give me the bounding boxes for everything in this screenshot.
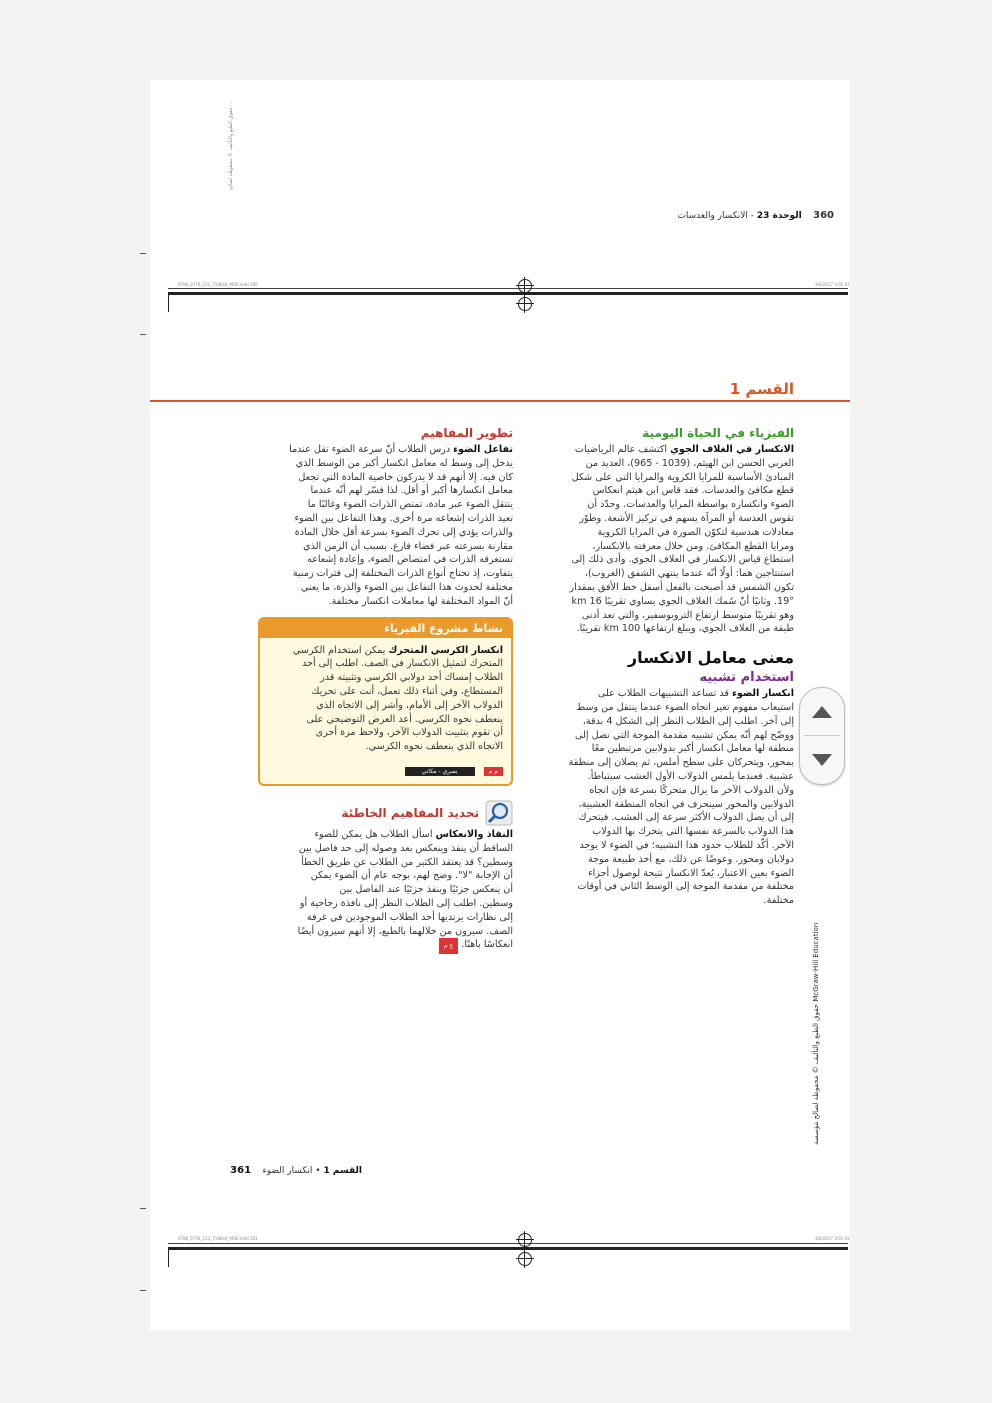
chevron-up-icon[interactable]	[812, 706, 832, 718]
physics-daily-heading: الفيزياء في الحياة اليومية	[642, 426, 794, 440]
crop-mark	[140, 1290, 146, 1291]
footer-section-label: القسم 1	[323, 1166, 362, 1176]
meaning-line: إلى آخر. اطلب إلى الطلاب النظر إلى الشكل 4 بدقة،	[582, 715, 794, 727]
misconceptions-line: أن ينعكس جزئيًا وينفذ جزئيًا عند الفاصل بين	[339, 884, 513, 896]
physics-daily-line: استطاع قياس الانكسار في الغلاف الجوي. وأدى ذلك إلى	[571, 554, 794, 566]
physics-daily-line: معادلات هندسية لتكوّن الصورة في المرايا الكروية	[597, 526, 794, 538]
meaning-line: هذا الدولاب بالسرعة نفسها التي يتحرك بها الدولاب	[592, 826, 794, 838]
misconceptions-heading	[258, 800, 513, 826]
concepts-paragraph	[258, 443, 513, 609]
concepts-line: تعيد الذرات إشعاعه مرة أخرى. وهذا التفاعل بين الضوء	[294, 512, 513, 524]
publisher-copyright-vertical: حقوق الطبع والتأليف © محفوظة لصالح مؤسسة McGraw-Hill Education	[812, 922, 820, 1145]
meaning-lead: انكسار الضوء	[732, 688, 794, 700]
meaning-line: قد تساعد التشبيهات الطلاب على	[597, 688, 729, 700]
misconceptions-tag-red: ع م	[439, 938, 458, 954]
concepts-line: معامل انكسارها أكبر أو أقل. لذا فسّر لهم أنّه عندما	[310, 485, 513, 497]
misconceptions-line: إلى نظارات يرتديها أحد الطلاب الموجودين في غرفة	[306, 911, 513, 923]
project-line: المستطاع، وفي أثناء ذلك تعمل، أنت على تحريك	[311, 685, 503, 697]
meaning-line: الآخر. أكّد للطلاب حدود هذا التشبيه؛ في الضوء لا يوجد	[579, 839, 794, 851]
meaning-paragraph	[539, 687, 794, 908]
slug-right-top: 3/6/2017 3:01:41	[815, 282, 850, 287]
project-line: ينعطف نحوه الكرسي. أعد العرض التوضيحي على	[306, 713, 503, 725]
right-column	[539, 426, 794, 908]
concepts-line: تستغرقه الذرات في امتصاص الضوء، وإعادة إشعاعه	[307, 554, 513, 566]
slug-left-top: 0786_0776_C23_718644_MOE.indd 360	[178, 282, 258, 287]
registration-crosshair-icon	[518, 297, 532, 311]
left-column	[258, 426, 513, 954]
page-nav-widget	[799, 687, 845, 785]
crop-mark	[140, 253, 146, 254]
project-tag-red: م م	[484, 767, 503, 776]
page-number-top: 360	[813, 210, 834, 221]
misconceptions-last-line: انعكاسًا باهتًا.	[461, 939, 513, 951]
concepts-line: مقارنة بسرعته عبر فضاء فارغ. بسبب أن الزمن الذي	[303, 540, 513, 552]
page-number-bottom: 361	[230, 1165, 252, 1176]
crop-mark	[140, 1208, 146, 1209]
registration-rule-top	[168, 292, 848, 295]
meaning-line: دولابان ومحور. وعوضًا عن ذلك، مع أخذ طبيعة موجة	[587, 853, 794, 865]
header-separator: -	[750, 211, 755, 221]
section-title: القسم 1	[729, 380, 794, 398]
project-lead: انكسار الكرسي المتحرك	[388, 644, 503, 656]
slug-rule-bottom	[168, 1243, 848, 1244]
meaning-line: مختلفة من مقدمة الموجة إلى الوسط الثاني في أوقات	[577, 881, 794, 893]
physics-daily-line: تكون الشمس قد أصبحت بالفعل أسفل خط الأفق بمقدار	[569, 581, 794, 593]
unit-title: الانكسار والعدسات	[677, 211, 748, 221]
concepts-line: درس الطلاب أنّ سرعة الضوء تقل عندما	[289, 444, 451, 455]
physics-project-box	[258, 617, 513, 786]
registration-rule-bottom	[168, 1247, 848, 1250]
concepts-line: والذرات يؤدي إلى تحرك الضوء بسرعة أقل خلال المادة	[294, 526, 513, 538]
crop-mark	[140, 334, 146, 335]
project-tag-visual: بصري - مكاني	[405, 767, 475, 776]
misconceptions-line: الصف. سيرون من خلالهما بالطبع، إلا أنهم سيرون أيضًا	[297, 925, 513, 937]
concepts-line: يتفاوت، إذ تحتاج أنواع الذرات المختلفة إلى فترات زمنية	[292, 568, 513, 580]
concepts-line: كان فيه. إلا أنهم قد لا يدركون خاصية المادة التي تجعل	[298, 471, 513, 483]
meaning-line: الضوء بعين الاعتبار، يُعدّ الانكسار نتيجة لوصول أجزاء	[588, 867, 794, 879]
project-line: أن تقوم بتثبيت الدولاب الآخر، ولاحظ مرة أخرى	[315, 727, 503, 739]
physics-daily-line: استنتاجين هما: أولًا أنّه عندما ينتهي الشفق (الغروب)،	[584, 568, 794, 580]
physics-daily-line: ومرايا القطع المكافئ. ومن خلال معرفته بالانكسار،	[592, 540, 794, 552]
crop-vertical-top	[168, 292, 169, 312]
concepts-line: يدخل إلى وسط له معامل انكسار أكبر من الوسط الذي	[295, 457, 513, 469]
meaning-subheading: استخدام تشبيه	[699, 670, 794, 686]
misconceptions-block	[258, 800, 513, 954]
physics-daily-lead: الانكسار في الغلاف الجوي	[670, 444, 794, 455]
project-tags	[260, 758, 511, 784]
chevron-down-icon[interactable]	[812, 754, 832, 766]
meaning-line: ووضّح لهم أنّه يمكن تشبيه مقدمة الموجة التي تصل إلى	[574, 729, 794, 741]
project-line: الطلاب إمساك أحد دولابي الكرسي وتثبيته قدر	[320, 672, 503, 684]
concepts-lead: تفاعل الضوء	[453, 444, 513, 455]
concepts-heading: تطوير المفاهيم	[420, 426, 513, 440]
physics-daily-line: المبادئ الأساسية للمرايا الكروية والمرايا التي على شكل	[571, 471, 794, 483]
concepts-line: ينتقل الضوء عبر مادة، تمتص الذرات الضوء وغالبًا ما	[307, 499, 513, 511]
meaning-heading: معنى معامل الانكسار	[627, 648, 794, 668]
meaning-line: عشبية. فعندما يلمس الدولاب الأول العشب سيتباطأ.	[587, 770, 794, 782]
slug-right-bottom: 3/6/2017 3:01:41	[815, 1236, 850, 1241]
concepts-line: أنّ المواد المختلفة لها معاملات انكسار مختلفة.	[328, 595, 513, 607]
misconceptions-line: وسطين. اطلب إلى الطلاب النظر إلى نافذة زجاجية أو	[299, 897, 513, 909]
running-header	[514, 210, 834, 221]
registration-crosshair-icon	[518, 279, 532, 293]
meaning-line: مختلفة.	[763, 895, 794, 907]
misconceptions-line: وسطين؟ قد يعتقد الكثير من الطلاب عن طريق الخطأ	[301, 856, 513, 868]
physics-daily-line: وهو تقريبًا متوسط ارتفاع التروبوسفير، والتي تعد أدنى	[581, 609, 794, 621]
meaning-line: بمحور، ويتحركان على سطح أملس، ثم يصلان إلى منطقة	[568, 757, 794, 769]
margin-copyright-vertical: حقوق الطبع والتأليف © محفوظة لصالح ...	[228, 101, 234, 190]
meaning-line: منطقة لها معامل انكسار أكبر بدولابين مرتبطين معًا	[591, 743, 794, 755]
misconceptions-paragraph	[258, 828, 513, 954]
meaning-line: إلى أن يصل الدولاب الأكثر سرعة إلى العشب. فيتحرك	[578, 812, 794, 824]
footer-bullet: •	[315, 1166, 321, 1176]
section-rule	[150, 400, 850, 402]
registration-crosshair-icon	[518, 1252, 532, 1266]
footer-section-title: انكسار الضوء	[262, 1166, 313, 1176]
misconceptions-line: أن الإجابة "لا". وضح لهم، بوجه عام أن الضوء يمكن	[310, 870, 513, 882]
physics-daily-line: العربي الحسن ابن الهيثم، (1039 - 965)، العديد من	[585, 457, 794, 469]
physics-daily-line: طبقة من الغلاف الجوي، ويبلغ ارتفاعها 100 km تقريبًا.	[576, 623, 794, 635]
slug-left-bottom: 0786_0776_C23_718644_MOE.indd 361	[178, 1236, 258, 1241]
meaning-line: استيعاب مفهوم تغير اتجاه الضوء عندما ينتقل من وسط	[576, 701, 794, 713]
crop-vertical-bottom	[168, 1247, 169, 1267]
physics-daily-line: تقوس العدسة أو المرآة يسهم في تركيز الأشعة. وطوّر	[579, 512, 794, 524]
physics-daily-line: الضوء وانكساره بواسطة المرايا والعدسات. وحدّد أن	[587, 499, 794, 511]
physics-daily-paragraph	[539, 443, 794, 636]
project-paragraph	[260, 638, 511, 758]
project-header: نشاط مشروع الفيزياء	[260, 619, 511, 638]
meaning-line: ولأن الدولاب الآخر ما يزال متحركًا بسرعة فإن اتجاه	[589, 784, 794, 796]
project-line: الاتجاه الذي ينعطف نحوه الكرسي.	[365, 741, 503, 753]
misconceptions-lead: النفاذ والانعكاس	[435, 828, 513, 840]
unit-label: الوحدة 23	[756, 211, 802, 221]
misconceptions-title: تحديد المفاهيم الخاطئة	[341, 805, 479, 820]
misconceptions-line: اسأل الطلاب هل يمكن للضوء	[314, 828, 433, 840]
running-footer	[212, 1165, 362, 1176]
project-line: يمكن استخدام الكرسي	[292, 644, 386, 656]
physics-daily-line: اكتشف عالم الرياضيات	[574, 444, 668, 455]
project-line: الدولاب الآخر إلى الأمام، وأشر إلى الاتجاه الذي	[316, 699, 503, 711]
registration-crosshair-icon	[518, 1233, 532, 1247]
concepts-line: مختلفة لحدوث هذا التفاعل بين الضوء والذرة، ما يعني	[300, 581, 513, 593]
physics-daily-line: قطع مكافئ والعدسات. فقد قاس ابن هيثم انعكاس	[592, 485, 794, 497]
magnifier-icon	[485, 800, 513, 826]
physics-daily-line: 19°. وثانيًا أنّ سُمك الغلاف الجوي يساوي تقريبًا 16 km	[571, 595, 794, 607]
meaning-line: الدولابين والمحور سينحرف في اتجاه المنطقة العشبية،	[578, 798, 794, 810]
project-line: المتحرك لتمثيل الانكسار في الصف. اطلب إلى أحد	[302, 658, 503, 670]
slug-rule-top	[168, 288, 848, 289]
misconceptions-line: الساقط أن ينفذ وينعكس بعد وصوله إلى حد فاصل بين	[298, 842, 513, 854]
nav-divider	[804, 735, 840, 736]
